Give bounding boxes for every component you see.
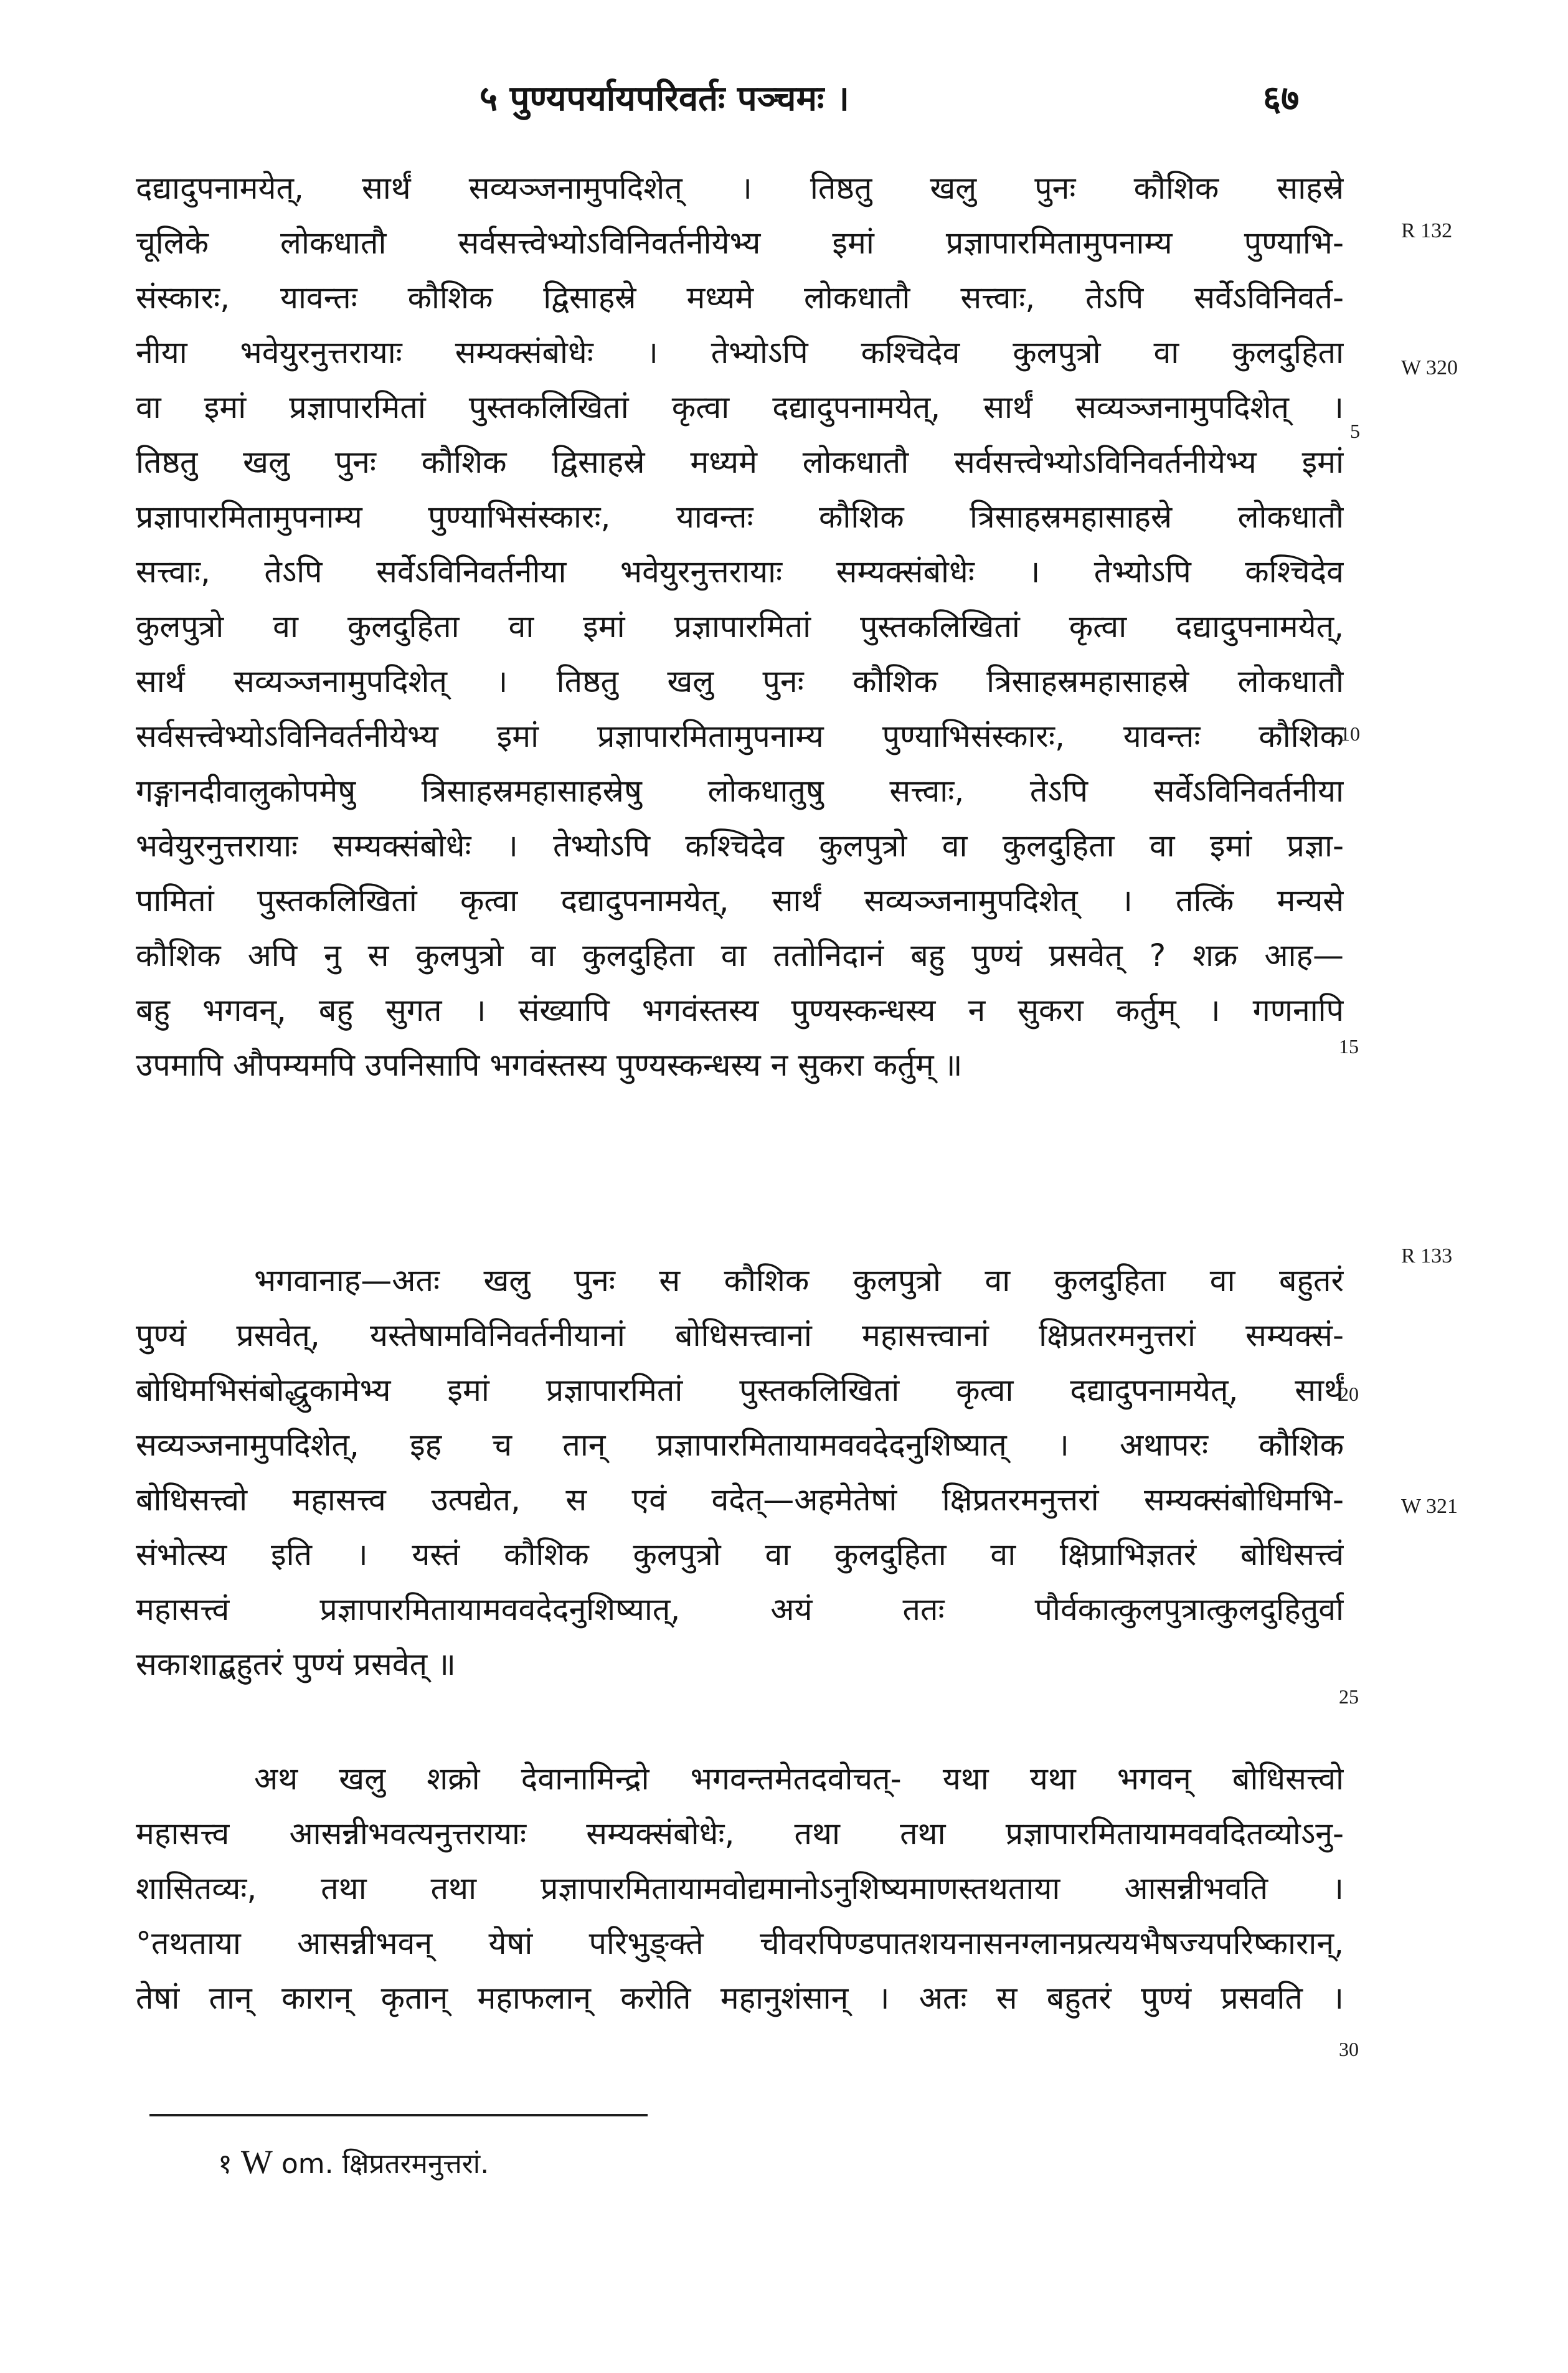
text-line: भवेयुरनुत्तरायाः सम्यक्संबोधेः । तेभ्योऽपि कश्चिदेव कुलपुत्रो वा कुलदुहिता वा इमां प्रज्ञा- [136,828,1344,864]
margin-ref-w321: W 321 [1401,1495,1458,1518]
text-line: सत्त्वाः, तेऽपि सर्वेऽविनिवर्तनीया भवेयुरनुत्तरायाः सम्यक्संबोधेः । तेभ्योऽपि कश्चिदेव [136,554,1344,590]
footnote-text: om. क्षिप्रतरमनुत्तरां. [281,2148,489,2180]
text-line: सव्यञ्जनामुपदिशेत्, इह च तान् प्रज्ञापारमितायामववदेदनुशिष्यात् । अथापरः कौशिक [136,1427,1344,1463]
footnote [218,2143,489,2181]
text-line: शासितव्यः, तथा तथा प्रज्ञापारमितायामवोद्यमानोऽनुशिष्यमाणस्तथताया आसन्नीभवति । [136,1870,1344,1906]
line-number: 25 [1339,1685,1359,1708]
text-line: भगवानाह—अतः खलु पुनः स कौशिक कुलपुत्रो वा कुलदुहिता वा बहुतरं [254,1262,1344,1299]
text-line: महासत्त्व आसन्नीभवत्यनुत्तरायाः सम्यक्संबोधेः, तथा तथा प्रज्ञापारमितायामववदितव्योऽनु- [136,1816,1344,1852]
line-number: 20 [1339,1383,1359,1405]
text-line: कौशिक अपि नु स कुलपुत्रो वा कुलदुहिता वा ततोनिदानं बहु पुण्यं प्रसवेत् ? शक्र आह— [136,937,1344,973]
footnote-number: १ [218,2148,232,2180]
page-number: ६७ [1263,78,1300,119]
running-header [0,73,1568,123]
chapter-title: ५ पुण्यपर्यायपरिवर्तः पञ्चमः । [479,78,850,119]
text-line: संभोत्स्य इति । यस्तं कौशिक कुलपुत्रो वा कुलदुहिता वा क्षिप्राभिज्ञतरं बोधिसत्त्वं [136,1537,1344,1573]
text-line: वा इमां प्रज्ञापारमितां पुस्तकलिखितां कृत्वा दद्यादुपनामयेत्, सार्थं सव्यञ्जनामुपदिशेत् । [136,389,1344,425]
text-line: °तथताया आसन्नीभवन् येषां परिभुङ्क्ते चीवरपिण्डपातशयनासनग्लानप्रत्ययभैषज्यपरिष्कारान्, [136,1925,1344,1961]
text-line: पुण्यं प्रसवेत्, यस्तेषामविनिवर्तनीयानां बोधिसत्त्वानां महासत्त्वानां क्षिप्रतरमनुत्तरां सम्यक्सं- [136,1317,1344,1353]
text-line: बोधिमभिसंबोद्धुकामेभ्य इमां प्रज्ञापारमितां पुस्तकलिखितां कृत्वा दद्यादुपनामयेत्, सार्थं [136,1372,1344,1408]
text-line: सकाशाद्बहुतरं पुण्यं प्रसवेत् ॥ [136,1646,456,1682]
text-line: उपमापि औपम्यमपि उपनिसापि भगवंस्तस्य पुण्यस्कन्धस्य न सुकरा कर्तुम् ॥ [136,1047,963,1083]
footnote-ref: W [240,2143,273,2181]
paragraph-1 [136,161,1344,1092]
line-number: 10 [1340,722,1360,745]
text-line: तेषां तान् कारान् कृतान् महाफलान् करोति महानुशंसान् । अतः स बहुतरं पुण्यं प्रसवति । [136,1980,1344,2016]
line-number: 15 [1339,1035,1359,1058]
text-line: महासत्त्वं प्रज्ञापारमितायामववदेदनुशिष्यात्, अयं ततः पौर्वकात्कुलपुत्रात्कुलदुहितुर्वा [136,1591,1344,1627]
paragraph-2 [136,1253,1344,1692]
line-number: 30 [1339,2038,1359,2060]
text-line: गङ्गानदीवालुकोपमेषु त्रिसाहस्रमहासाहस्रेषु लोकधातुषु सत्त्वाः, तेऽपि सर्वेऽविनिवर्तनीया [136,773,1344,809]
margin-ref-r133: R 133 [1401,1244,1453,1267]
margin-ref-r132: R 132 [1401,219,1453,242]
margin-ref-w320: W 320 [1401,356,1458,379]
text-line: कुलपुत्रो वा कुलदुहिता वा इमां प्रज्ञापारमितां पुस्तकलिखितां कृत्वा दद्यादुपनामयेत्, [136,609,1344,645]
text-line: सर्वसत्त्वेभ्योऽविनिवर्तनीयेभ्य इमां प्रज्ञापारमितामुपनाम्य पुण्याभिसंस्कारः, यावन्तः कौशिक [136,718,1344,754]
text-line: प्रज्ञापारमितामुपनाम्य पुण्याभिसंस्कारः, यावन्तः कौशिक त्रिसाहस्रमहासाहस्रे लोकधातौ [136,499,1344,535]
text-line: अथ खलु शक्रो देवानामिन्द्रो भगवन्तमेतदवोचत्- यथा यथा भगवन् बोधिसत्त्वो [254,1761,1344,1797]
text-line: बहु भगवन्, बहु सुगत । संख्यापि भगवंस्तस्य पुण्यस्कन्धस्य न सुकरा कर्तुम् । गणनापि [136,992,1344,1028]
text-line: पामितां पुस्तकलिखितां कृत्वा दद्यादुपनामयेत्, सार्थं सव्यञ्जनामुपदिशेत् । तत्किं मन्यसे [136,883,1344,919]
text-line: नीया भवेयुरनुत्तरायाः सम्यक्संबोधेः । तेभ्योऽपि कश्चिदेव कुलपुत्रो वा कुलदुहिता [136,334,1344,371]
text-line: सार्थं सव्यञ्जनामुपदिशेत् । तिष्ठतु खलु पुनः कौशिक त्रिसाहस्रमहासाहस्रे लोकधातौ [136,663,1344,699]
text-line: संस्कारः, यावन्तः कौशिक द्विसाहस्रे मध्यमे लोकधातौ सत्त्वाः, तेऽपि सर्वेऽविनिवर्त- [136,280,1344,316]
text-line: दद्यादुपनामयेत्, सार्थं सव्यञ्जनामुपदिशेत् । तिष्ठतु खलु पुनः कौशिक साहस्रे [136,170,1344,206]
text-line: चूलिके लोकधातौ सर्वसत्त्वेभ्योऽविनिवर्तनीयेभ्य इमां प्रज्ञापारमितामुपनाम्य पुण्याभि- [136,225,1344,261]
footnote-rule [149,2114,648,2116]
text-line: बोधिसत्त्वो महासत्त्व उत्पद्येत, स एवं वदेत्—अहमेतेषां क्षिप्रतरमनुत्तरां सम्यक्संबोधिमभि- [136,1482,1344,1518]
paragraph-3 [136,1751,1344,2025]
text-line: तिष्ठतु खलु पुनः कौशिक द्विसाहस्रे मध्यमे लोकधातौ सर्वसत्त्वेभ्योऽविनिवर्तनीयेभ्य इमां [136,444,1344,480]
line-number: 5 [1350,420,1360,442]
